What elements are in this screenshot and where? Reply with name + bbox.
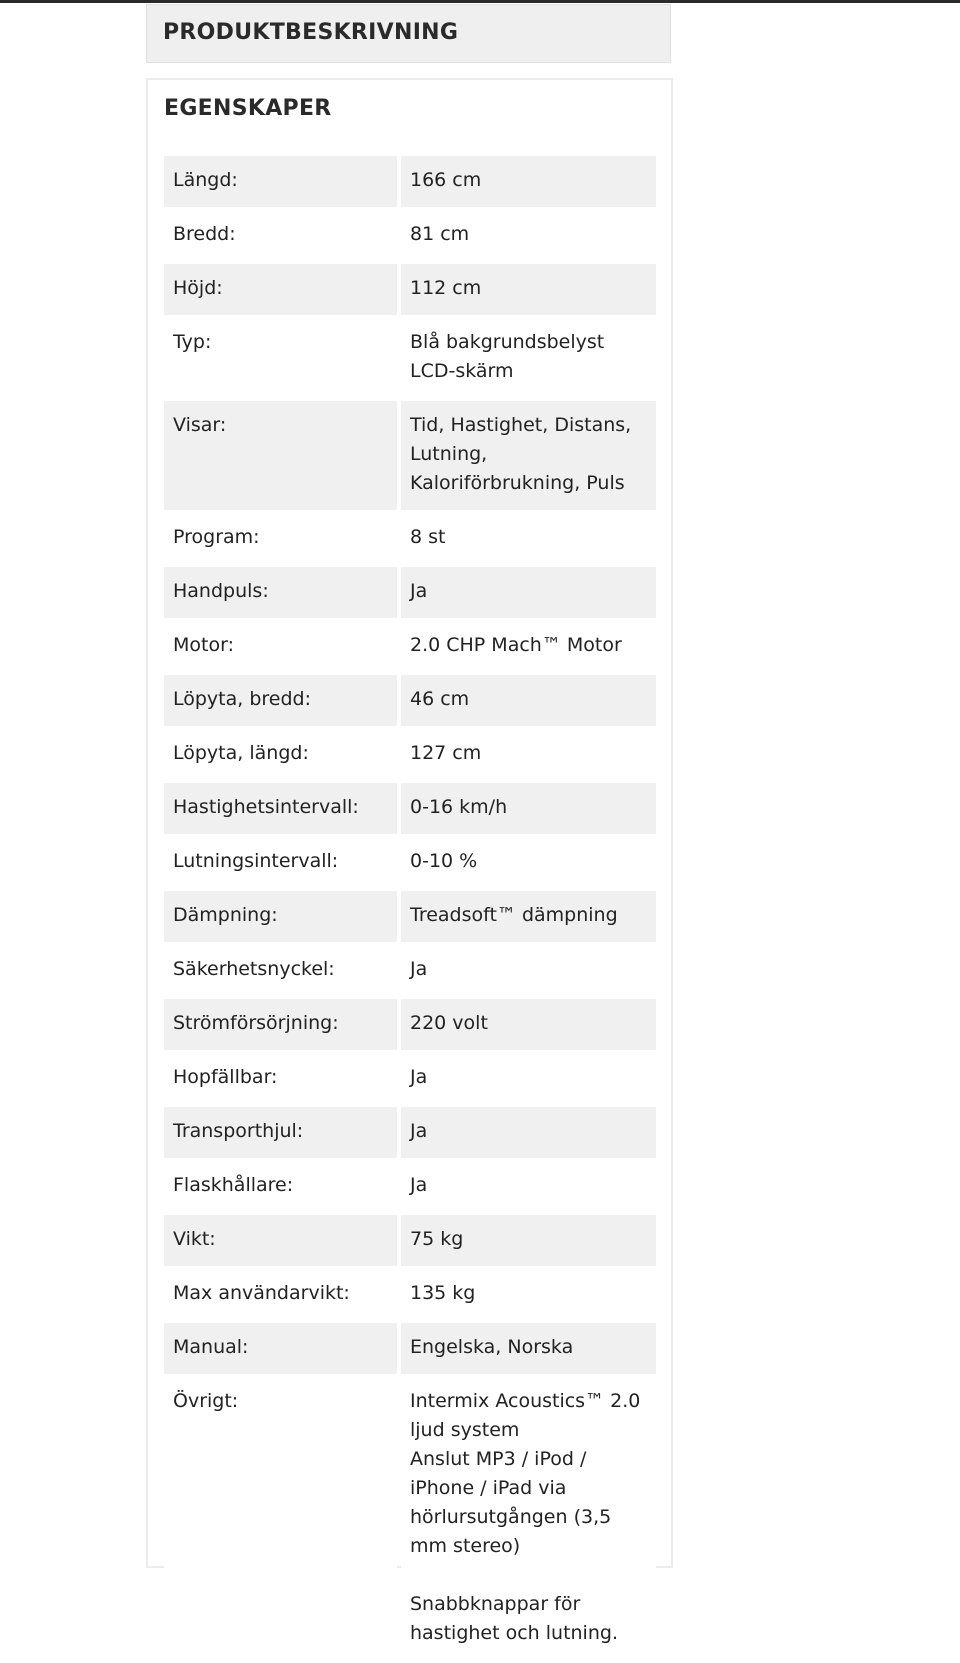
spec-row	[164, 891, 656, 942]
spec-label: Transporthjul:	[164, 1107, 397, 1158]
spec-value-line: 81 cm	[410, 223, 470, 245]
spec-value	[401, 729, 656, 780]
spec-label: Dämpning:	[164, 891, 397, 942]
spec-label: Typ:	[164, 318, 397, 398]
spec-value-line: Ja	[410, 580, 428, 602]
spec-value-line: Ja	[410, 1066, 428, 1088]
spec-value-line: 166 cm	[410, 169, 482, 191]
spec-value-line: 75 kg	[410, 1228, 464, 1250]
spec-value-line: hörlursutgången (3,5	[410, 1506, 612, 1528]
spec-value-line: Anslut MP3 / iPod /	[410, 1448, 587, 1470]
spec-value-line: Kaloriförbrukning, Puls	[410, 472, 625, 494]
spec-value	[401, 567, 656, 618]
spec-label: Handpuls:	[164, 567, 397, 618]
spec-value	[401, 1377, 656, 1660]
spec-row	[164, 1269, 656, 1320]
spec-value-line: Ja	[410, 1174, 428, 1196]
spec-value	[401, 837, 656, 888]
spec-value-line: Engelska, Norska	[410, 1336, 574, 1358]
spec-row	[164, 567, 656, 618]
spec-value-line: mm stereo)	[410, 1535, 521, 1557]
spec-value	[401, 1161, 656, 1212]
spec-label: Hastighetsintervall:	[164, 783, 397, 834]
spec-value	[401, 1323, 656, 1374]
spec-value-line: Ja	[410, 958, 428, 980]
spec-row	[164, 1377, 656, 1660]
spec-row	[164, 783, 656, 834]
spec-value-line: Snabbknappar för	[410, 1593, 581, 1615]
spec-label: Visar:	[164, 401, 397, 510]
spec-value	[401, 621, 656, 672]
spec-value-line: iPhone / iPad via	[410, 1477, 567, 1499]
spec-value-line: Treadsoft™ dämpning	[410, 904, 618, 926]
spec-row	[164, 513, 656, 564]
spec-value-line: Intermix Acoustics™ 2.0	[410, 1390, 641, 1412]
spec-row	[164, 1107, 656, 1158]
spec-row	[164, 210, 656, 261]
spec-row	[164, 401, 656, 510]
spec-value-line: Ja	[410, 1120, 428, 1142]
spec-value-line: 220 volt	[410, 1012, 488, 1034]
spec-value-line: 0-16 km/h	[410, 796, 508, 818]
spec-value	[401, 318, 656, 398]
spec-value	[401, 156, 656, 207]
spec-value	[401, 891, 656, 942]
spec-value-line: 2.0 CHP Mach™ Motor	[410, 634, 622, 656]
spec-row	[164, 945, 656, 996]
spec-label: Löpyta, längd:	[164, 729, 397, 780]
spec-value-line: 46 cm	[410, 688, 470, 710]
spec-row	[164, 999, 656, 1050]
spec-value	[401, 999, 656, 1050]
spec-row	[164, 1053, 656, 1104]
spec-label: Löpyta, bredd:	[164, 675, 397, 726]
spec-row	[164, 1215, 656, 1266]
features-panel	[146, 78, 673, 1644]
spec-value-line: Blå bakgrundsbelyst	[410, 331, 605, 353]
spec-value	[401, 945, 656, 996]
spec-row	[164, 837, 656, 888]
spec-value	[401, 264, 656, 315]
spec-label: Lutningsintervall:	[164, 837, 397, 888]
spec-value	[401, 1107, 656, 1158]
spec-value-line: Lutning,	[410, 443, 488, 465]
spec-row	[164, 1161, 656, 1212]
spec-value-line: LCD-skärm	[410, 360, 514, 382]
spec-label: Vikt:	[164, 1215, 397, 1266]
product-description-header	[146, 4, 671, 63]
spec-label: Bredd:	[164, 210, 397, 261]
spec-row	[164, 264, 656, 315]
spec-value	[401, 401, 656, 510]
spec-label: Program:	[164, 513, 397, 564]
spec-value	[401, 1053, 656, 1104]
spec-row	[164, 318, 656, 398]
spec-value	[401, 783, 656, 834]
spec-label: Höjd:	[164, 264, 397, 315]
spec-label: Max användarvikt:	[164, 1269, 397, 1320]
product-description-title: PRODUKTBESKRIVNING	[163, 20, 459, 45]
spec-value	[401, 513, 656, 564]
spec-label: Flaskhållare:	[164, 1161, 397, 1212]
spec-value	[401, 1215, 656, 1266]
spec-label: Manual:	[164, 1323, 397, 1374]
spec-label: Längd:	[164, 156, 397, 207]
spec-row	[164, 1323, 656, 1374]
spec-value-line: Tid, Hastighet, Distans,	[410, 414, 632, 436]
spec-value-line: 0-10 %	[410, 850, 478, 872]
spec-value-line: 8 st	[410, 526, 446, 548]
spec-row	[164, 156, 656, 207]
spec-value-line: 135 kg	[410, 1282, 476, 1304]
spec-value-line: hastighet och lutning.	[410, 1622, 618, 1644]
spec-row	[164, 621, 656, 672]
spec-value	[401, 675, 656, 726]
spec-label: Hopfällbar:	[164, 1053, 397, 1104]
spec-table	[164, 156, 656, 1663]
spec-value	[401, 1269, 656, 1320]
spec-row	[164, 729, 656, 780]
spec-label: Övrigt:	[164, 1377, 397, 1660]
spec-value-spacer	[410, 1561, 647, 1590]
spec-value-line: ljud system	[410, 1419, 520, 1441]
spec-value-line: 127 cm	[410, 742, 482, 764]
top-divider	[0, 0, 960, 3]
spec-label: Strömförsörjning:	[164, 999, 397, 1050]
spec-value	[401, 210, 656, 261]
spec-label: Motor:	[164, 621, 397, 672]
spec-row	[164, 675, 656, 726]
spec-value-line: 112 cm	[410, 277, 482, 299]
spec-label: Säkerhetsnyckel:	[164, 945, 397, 996]
features-title: EGENSKAPER	[164, 96, 332, 121]
